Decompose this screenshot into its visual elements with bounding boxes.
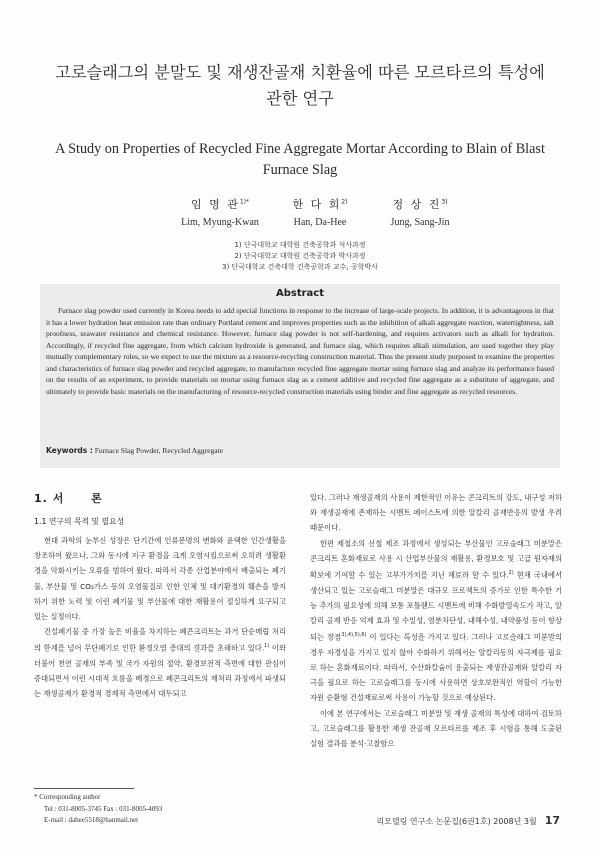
footnote-label: * Corresponding author bbox=[34, 793, 101, 801]
left-paragraph-2 bbox=[34, 624, 286, 701]
page-number: 17 bbox=[544, 814, 560, 827]
footnote bbox=[34, 792, 284, 827]
right-paragraph-2-cont: 현재 국내에서 생산되고 있는 고로슬래그 미분말은 대규모 프로젝트의 증가로 인한 특수한 기능 추가의 필요성에 의해 보통 포틀랜드 시멘트에 비해 수화발열속도가 작고, 알칼리 골재 반응 억제 효과 및 수밀성, 염분차단성, 내해수성, 내약품성 등이 향상되는 장점 bbox=[310, 570, 562, 642]
right-paragraph-3: 이에 본 연구에서는 고로슬래그 미분말 및 재생 골재의 특성에 대하여 검토하고, 고로슬래그를 활용한 재생 잔골재 모르타르를 제조 후 시험을 통해 도출된 실험 결과를 분석·고찰함으 bbox=[310, 708, 562, 749]
journal-citation: 리모델링 연구소 논문집(6권1호) 2008년 3월 bbox=[376, 817, 537, 826]
author-2-sup: 2) bbox=[341, 198, 348, 206]
left-column bbox=[34, 490, 286, 702]
author-2-name-en: Han, Da-Hee bbox=[293, 217, 347, 228]
abstract-text: Furnace slag powder used currently in Korea needs to add special functions in response to the increase of large-scale projects. In addition, it is advantageous in that it has a lower hydration heat emission rate than ordinary Portland cement and improves properties such as the inhibition of alkali aggregate reaction, watertightness, salt proofness, seawater resistance and chemical resistance. However, furnace slag powder is not self-hardening, and requires activators such as alkali for hydration. Accordingly, if recycled fine aggregate, from which calcium hydroxide is generated, and furnace slag, which requires alkali stimulation, are used together they play mutually complementary roles, so we expect to use the mixture as a resource-recycling construction material. Thus the present study purposed to examine the properties and characteristics of furnace slag powder and recycled aggregate, to manufacture recycled fine aggregate mortar using furnace slag and analyze its performance based on the results of an experiment, to provide materials on mortar using furnace slag as a cement additive and recycled fine aggregate as a substitute of aggregate, and ultimately to provide basic materials on the manufacturing of resource-recycled construction materials using binder and fine aggregate as recycled resources. bbox=[46, 306, 554, 396]
affiliation-1: 1) 단국대학교 대학원 건축공학과 석사과정 bbox=[234, 241, 366, 249]
right-paragraph-2-text: 한편 제철소의 선철 제조 과정에서 생성되는 부산물인 고로슬래그 미분말은 콘크리트 혼화재료로 사용 시 산업부산물의 재활용, 환경보호 및 고급 원자재의 확보에 기여할 수 있는 고부가가치를 지닌 재료라 할 수 있다. bbox=[310, 538, 562, 580]
author-3-name-en: Jung, Sang-Jin bbox=[390, 217, 450, 228]
keywords-label: Keywords : bbox=[46, 446, 93, 455]
right-column bbox=[310, 490, 562, 751]
right-paragraph-2 bbox=[310, 536, 562, 706]
english-title-line2: Furnace Slag bbox=[262, 162, 338, 178]
author-3-name-ko: 정 상 진 bbox=[392, 198, 442, 211]
footnote-tel: Tel : 031-8005-3745 Fax : 031-8005-4093 bbox=[44, 804, 163, 813]
right-paragraph-2-ref2: 3),4),5),6) bbox=[341, 632, 367, 639]
author-1-sup: 1)* bbox=[239, 198, 250, 206]
affiliations bbox=[150, 240, 450, 273]
author-3 bbox=[340, 196, 500, 228]
abstract-heading: Abstract bbox=[275, 288, 325, 299]
keywords-text: Furnace Slag Powder, Recycled Aggregate bbox=[94, 446, 223, 455]
section-1-title: 서 론 bbox=[52, 492, 114, 505]
korean-title-line2: 관한 연구 bbox=[266, 89, 334, 108]
right-paragraph-2-ref: 2) bbox=[508, 570, 514, 577]
right-paragraph-2-cont2: 이 있다는 특성을 가지고 있다. 그러나 고로슬래그 미분말의 경우 자경성을 가지고 있지 않아 수화하기 위해서는 알칼리등의 자극제를 필요로 하는 혼화재료이다. 따라서, 수산화칼슘이 용출되는 재생잔골재와 알칼리 자극을 필요로 하는 고로슬래그를 동시에 사용하면 상호보완적인 역할이 가능한 자원 순환형 건설재료로써 사용이 가능할 것으로 예상된다. bbox=[310, 632, 563, 703]
author-3-sup: 3) bbox=[441, 198, 448, 206]
english-title-line1: A Study on Properties of Recycled Fine Aggregate Mortar According to Blain of Blast bbox=[55, 141, 545, 157]
korean-title-line1: 고로슬래그의 분말도 및 재생잔골재 치환율에 따른 모르타르의 특성에 bbox=[55, 63, 545, 82]
left-paragraph-2-cont: 이와 더불어 천연 골재의 부족 및 국가 자원의 절약, 환경보전적 측면에 대한 관심이 증대되면서 이런 시대적 흐름을 배경으로 폐콘크리트의 재처리 과정에서 파생되는 재생골재가 환경적 경제적 측면에서 대두되고 bbox=[34, 643, 286, 699]
footnote-email: E-mail : dahee5518@hanmail.net bbox=[44, 816, 139, 824]
author-list bbox=[0, 196, 600, 232]
korean-title bbox=[40, 60, 560, 112]
author-2-name-ko: 한 다 희 bbox=[292, 198, 342, 211]
footnote-rule bbox=[34, 788, 134, 789]
author-1-name-ko: 임 명 관 bbox=[190, 198, 240, 211]
left-paragraph-2-ref: 1) bbox=[264, 643, 270, 650]
right-paragraph-1: 있다. 그러나 재생골재의 사용이 제한적인 이유는 콘크리트의 강도, 내구성 저하와 재생골재에 존재하는 시멘트 페이스트에 의한 알칼리 골재반응의 발생 우려 때문이다. bbox=[310, 493, 562, 533]
section-1-heading bbox=[34, 490, 286, 506]
author-1-name-en: Lim, Myung-Kwan bbox=[181, 217, 259, 228]
page-footer bbox=[376, 814, 560, 827]
english-title bbox=[40, 139, 560, 181]
left-paragraph-1: 현대 과학의 눈부신 성장은 단기간에 인류문명의 변화와 윤택한 인간생활을 창조하여 왔으나, 그와 동시에 지구 환경을 크게 오염시킴으로써 오히려 생활환경을 악화시키는 오류를 범하여 왔다. 따라서 각종 산업분야에서 배출되는 폐기물, 부산물 및 CO₂가스 등의 오염물질로 인한 인체 및 대기환경의 훼손을 방지하기 위한 노력 및 이런 폐기물 및 부산물에 대한 재활용이 절실하게 요구되고 있는 실정이다. bbox=[34, 536, 286, 622]
keywords bbox=[46, 446, 554, 455]
affiliation-3: 3) 단국대학교 건축대학 건축공학과 교수, 공학박사 bbox=[222, 263, 378, 271]
left-paragraph-2-text: 건설폐기물 중 가장 높은 비율을 차지하는 폐콘크리트는 과거 단순매립 처리의 한계를 넘어 무단폐기로 인한 환경오염 증대의 결과를 초래하고 있다. bbox=[34, 627, 286, 653]
affiliation-2: 2) 단국대학교 대학원 건축공학과 박사과정 bbox=[234, 252, 366, 260]
subsection-1-1-heading: 1.1 연구의 목적 및 필요성 bbox=[34, 517, 125, 526]
section-1-number: 1. bbox=[34, 492, 48, 505]
